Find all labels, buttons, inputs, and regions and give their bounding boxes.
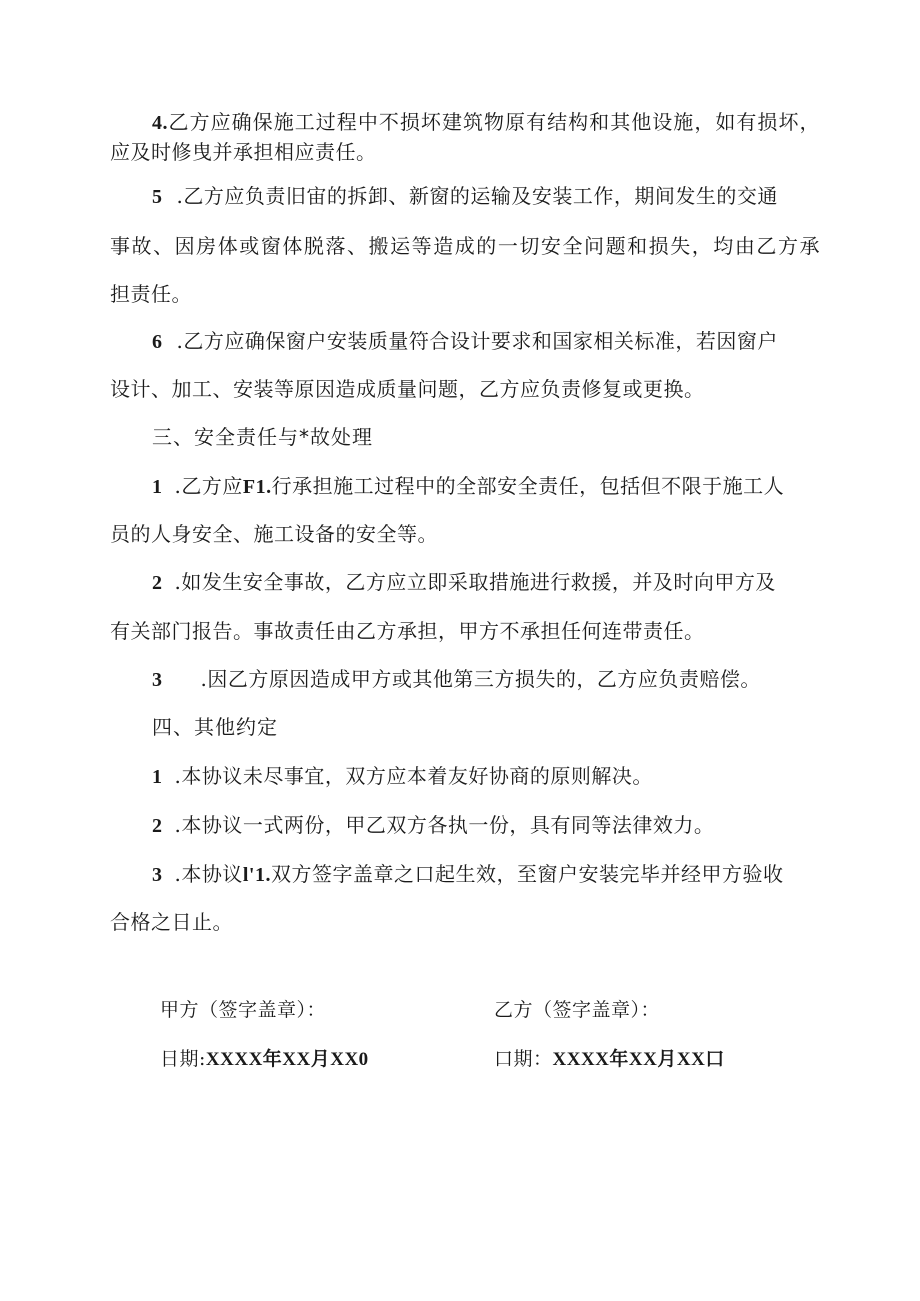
- clause-number: 1: [152, 766, 163, 788]
- date-label: 口期：: [494, 1048, 553, 1070]
- section-4-clause-1: 1 .本协议未尽事宜，双方应本着友好协商的原则解决。: [152, 764, 653, 788]
- section-3-clause-3: 3 .因乙方原因造成甲方或其他第三方损失的，乙方应负责赔偿。: [152, 667, 761, 691]
- party-a-signature-label: 甲方（签字盖章）：: [160, 999, 327, 1021]
- clause-number: 6: [152, 331, 163, 353]
- clause-5-line-2: 事故、因房体或窗体脱落、搬运等造成的一切安全问题和损失，均由乙方承: [110, 234, 820, 258]
- clause-number: 4.: [152, 112, 168, 134]
- party-b-date: [494, 1045, 725, 1074]
- clause-number: 2: [152, 572, 163, 594]
- section-3-clause-2-line-1: 2 .如发生安全事故，乙方应立即采取措施进行救援，并及时向甲方及: [152, 570, 776, 594]
- clause-4-line-2: 应及时修曳并承担相应责任。: [110, 140, 377, 164]
- section-4-clause-3-line-2: 合格之日止。: [110, 910, 233, 934]
- section-3-clause-1-line-1: 1 .乙方应F1.行承担施工过程中的全部安全责任，包括但不限于施工人: [152, 474, 785, 498]
- section-4-clause-3-line-1: 3 .本协议l'1.双方签字盖章之口起生效，至窗户安装完毕并经甲方验收: [152, 862, 784, 886]
- section-3-clause-2-line-2: 有关部门报告。事故责任由乙方承担，甲方不承担任何连带责任。: [110, 619, 705, 643]
- date-value: XXXX年XX月XX0: [205, 1049, 369, 1070]
- garbled-mark: F1.: [242, 476, 272, 498]
- clause-number: 3: [152, 669, 163, 691]
- clause-number: 5: [152, 186, 163, 208]
- section-4-clause-2: 2 .本协议一式两份，甲乙双方各执一份，具有同等法律效力。: [152, 813, 715, 837]
- date-label: 日期:: [160, 1048, 206, 1070]
- clause-number: 3: [152, 864, 163, 886]
- clause-5-line-3: 担责任。: [110, 282, 192, 306]
- section-4-heading: 四、其他约定: [152, 715, 278, 739]
- date-value: XXXX年XX月XX口: [552, 1049, 725, 1070]
- clause-number: 2: [152, 815, 163, 837]
- clause-6-line-2: 设计、加工、安装等原因造成质量问题，乙方应负责修复或更换。: [110, 377, 705, 401]
- clause-6-line-1: 6 .乙方应确保窗户安装质量符合设计要求和国家相关标准，若因窗户: [152, 329, 778, 353]
- section-3-heading: 三、安全责任与*故处理: [152, 425, 373, 449]
- garbled-mark: l'1.: [242, 864, 271, 886]
- section-3-clause-1-line-2: 员的人身安全、施工设备的安全等。: [110, 522, 438, 546]
- party-b-signature-label: 乙方（签字盖章）：: [494, 999, 661, 1021]
- party-a-date: [160, 1045, 369, 1074]
- clause-5-line-1: 5 .乙方应负责旧宙的拆卸、新窗的运输及安装工作，期间发生的交通: [152, 184, 778, 208]
- clause-4-line-1: 4.乙方应确保施工过程中不损坏建筑物原有结构和其他设施，如有损坏，: [152, 110, 820, 134]
- clause-number: 1: [152, 476, 163, 498]
